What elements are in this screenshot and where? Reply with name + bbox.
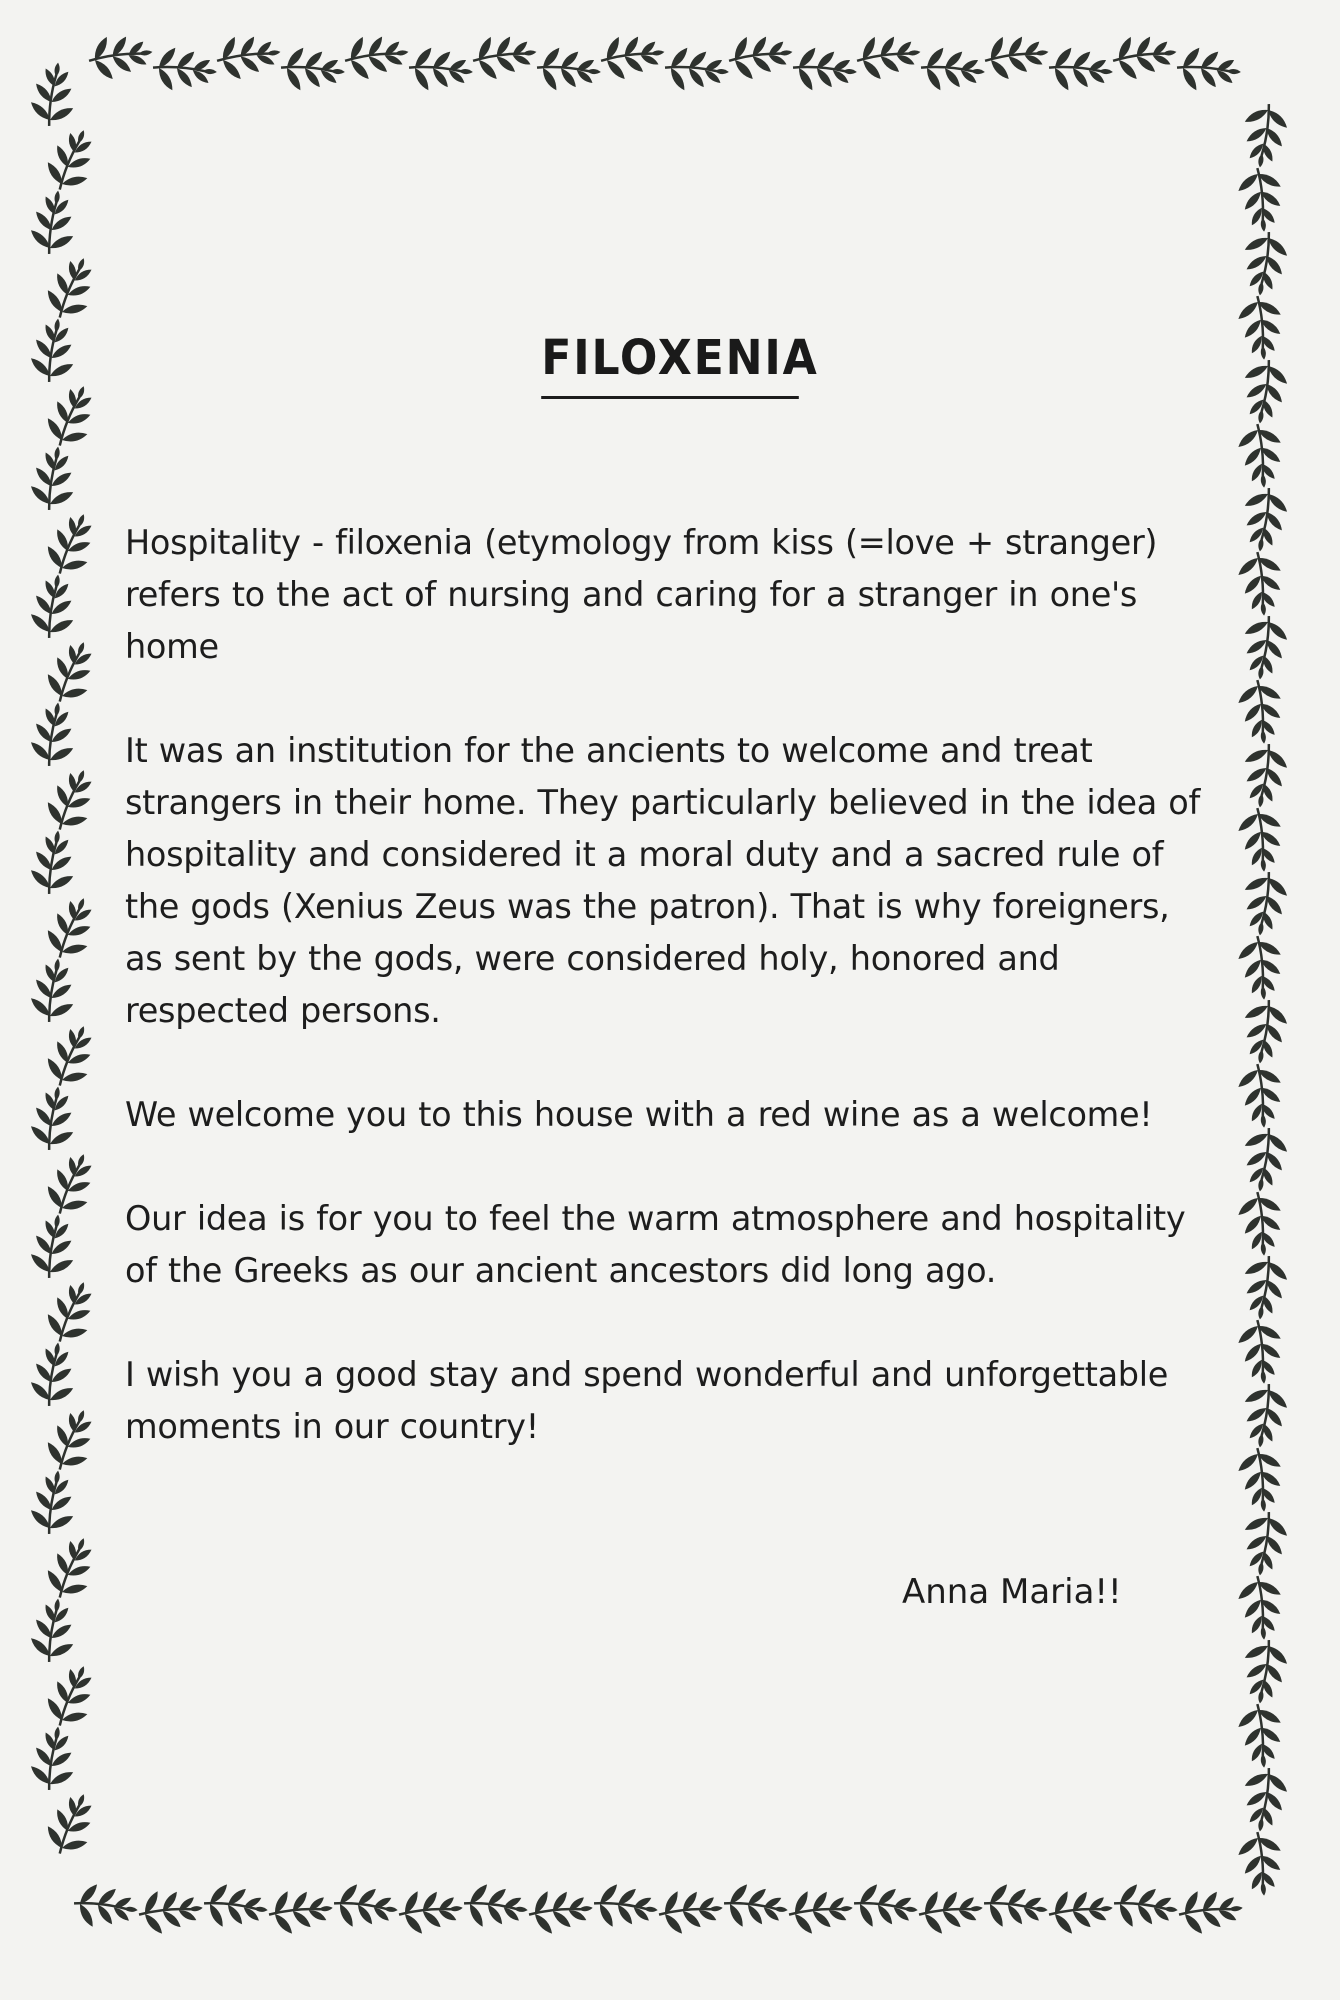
olive-branch-icon	[535, 44, 602, 96]
olive-branch-icon	[1234, 806, 1288, 875]
olive-branch-icon	[722, 1880, 791, 1934]
olive-branch-icon	[38, 1657, 106, 1734]
olive-branch-icon	[26, 1723, 82, 1793]
olive-branch-icon	[38, 1017, 106, 1094]
olive-branch-icon	[663, 44, 730, 96]
olive-branch-icon	[854, 29, 924, 85]
olive-branch-icon	[852, 1880, 921, 1934]
olive-branch-icon	[1237, 1765, 1293, 1835]
olive-branch-icon	[26, 1339, 82, 1409]
olive-branch-icon	[791, 44, 858, 96]
olive-branch-icon	[151, 44, 218, 96]
olive-branch-icon	[1237, 1253, 1293, 1323]
olive-branch-icon	[1234, 1446, 1288, 1515]
olive-branch-icon	[26, 827, 82, 897]
olive-branch-icon	[86, 29, 156, 85]
olive-branch-icon	[592, 1880, 661, 1934]
olive-branch-icon	[657, 1884, 726, 1938]
olive-branch-icon	[1237, 485, 1293, 555]
olive-branch-icon	[1237, 229, 1293, 299]
olive-branch-icon	[26, 1595, 82, 1665]
olive-branch-icon	[26, 1211, 82, 1281]
olive-branch-icon	[38, 505, 106, 582]
olive-branch-icon	[470, 29, 540, 85]
olive-branch-icon	[38, 761, 106, 838]
olive-branch-icon	[1237, 1381, 1293, 1451]
olive-branch-icon	[1237, 869, 1293, 939]
olive-branch-icon	[38, 249, 106, 326]
olive-branch-icon	[38, 1785, 106, 1862]
olive-branch-icon	[26, 187, 82, 257]
olive-branch-icon	[1234, 1830, 1288, 1899]
olive-branch-icon	[214, 29, 284, 85]
olive-branch-icon	[1234, 1574, 1288, 1643]
olive-branch-icon	[279, 44, 346, 96]
olive-branch-icon	[342, 29, 412, 85]
olive-branch-icon	[38, 377, 106, 454]
olive-branch-icon	[72, 1880, 141, 1934]
olive-branch-icon	[1237, 741, 1293, 811]
olive-branch-icon	[1234, 1190, 1288, 1259]
olive-branch-icon	[38, 1529, 106, 1606]
olive-branch-icon	[332, 1880, 401, 1934]
olive-branch-icon	[26, 443, 82, 513]
paragraph-welcome: We welcome you to this house with a red wine as a welcome!	[125, 1095, 1153, 1134]
olive-branch-icon	[407, 44, 474, 96]
olive-branch-icon	[1112, 1880, 1181, 1934]
olive-branch-icon	[1237, 997, 1293, 1067]
olive-branch-icon	[1234, 1062, 1288, 1131]
olive-branch-icon	[38, 889, 106, 966]
paragraph-idea: Our idea is for you to feel the warm atmosphere and hospitality of the Greeks as our ancient ancestors did long ago.	[125, 1199, 1186, 1290]
olive-branch-icon	[1047, 1884, 1116, 1938]
olive-branch-icon	[38, 121, 106, 198]
letter-content	[125, 330, 1215, 1453]
olive-branch-icon	[1237, 1125, 1293, 1195]
olive-branch-icon	[137, 1884, 206, 1938]
paragraph-definition: Hospitality - filoxenia (etymology from kiss (=love + stranger) refers to the act of nursing and caring for a stranger in one's home	[125, 523, 1158, 666]
olive-branch-icon	[982, 1880, 1051, 1934]
olive-branch-icon	[1047, 44, 1114, 96]
olive-branch-icon	[26, 1083, 82, 1153]
paragraph-history: It was an institution for the ancients to welcome and treat strangers in their home. They particularly believed in the idea of hospitality and considered it a moral duty and a sacred rule of the gods (Xenius Zeus was the patron). That is why foreigners, as sent by the gods, were considered holy, honored and respected persons.	[125, 731, 1200, 1030]
olive-branch-icon	[38, 633, 106, 710]
olive-branch-icon	[38, 1273, 106, 1350]
paragraph-wish: I wish you a good stay and spend wonderful and unforgettable moments in our country!	[125, 1355, 1169, 1446]
olive-branch-icon	[26, 571, 82, 641]
olive-branch-icon	[38, 1401, 106, 1478]
page-title: FILOXENIA	[541, 330, 799, 399]
olive-branch-icon	[1234, 934, 1288, 1003]
olive-branch-icon	[397, 1884, 466, 1938]
olive-branch-icon	[26, 59, 82, 129]
olive-branch-icon	[982, 29, 1052, 85]
olive-branch-icon	[917, 1884, 986, 1938]
olive-branch-icon	[527, 1884, 596, 1938]
olive-branch-icon	[1237, 1637, 1293, 1707]
olive-branch-icon	[1234, 422, 1288, 491]
olive-branch-icon	[1110, 29, 1180, 85]
olive-branch-icon	[1177, 1884, 1246, 1938]
olive-branch-icon	[919, 44, 986, 96]
olive-branch-icon	[598, 29, 668, 85]
olive-branch-icon	[267, 1884, 336, 1938]
olive-branch-icon	[1234, 1702, 1288, 1771]
olive-branch-icon	[462, 1880, 531, 1934]
signature: Anna Maria!!	[902, 1572, 1122, 1612]
olive-branch-icon	[1234, 550, 1288, 619]
olive-branch-icon	[1237, 101, 1293, 171]
olive-branch-icon	[26, 1467, 82, 1537]
olive-branch-icon	[38, 1145, 106, 1222]
olive-branch-icon	[1234, 1318, 1288, 1387]
olive-branch-icon	[1234, 678, 1288, 747]
olive-branch-icon	[1237, 357, 1293, 427]
olive-branch-icon	[1234, 294, 1288, 363]
olive-branch-icon	[726, 29, 796, 85]
olive-branch-icon	[26, 315, 82, 385]
olive-branch-icon	[26, 955, 82, 1025]
olive-branch-icon	[26, 699, 82, 769]
olive-branch-icon	[1237, 1509, 1293, 1579]
olive-branch-icon	[202, 1880, 271, 1934]
olive-branch-icon	[787, 1884, 856, 1938]
olive-branch-icon	[1175, 44, 1242, 96]
olive-branch-icon	[1234, 166, 1288, 235]
olive-branch-icon	[1237, 613, 1293, 683]
